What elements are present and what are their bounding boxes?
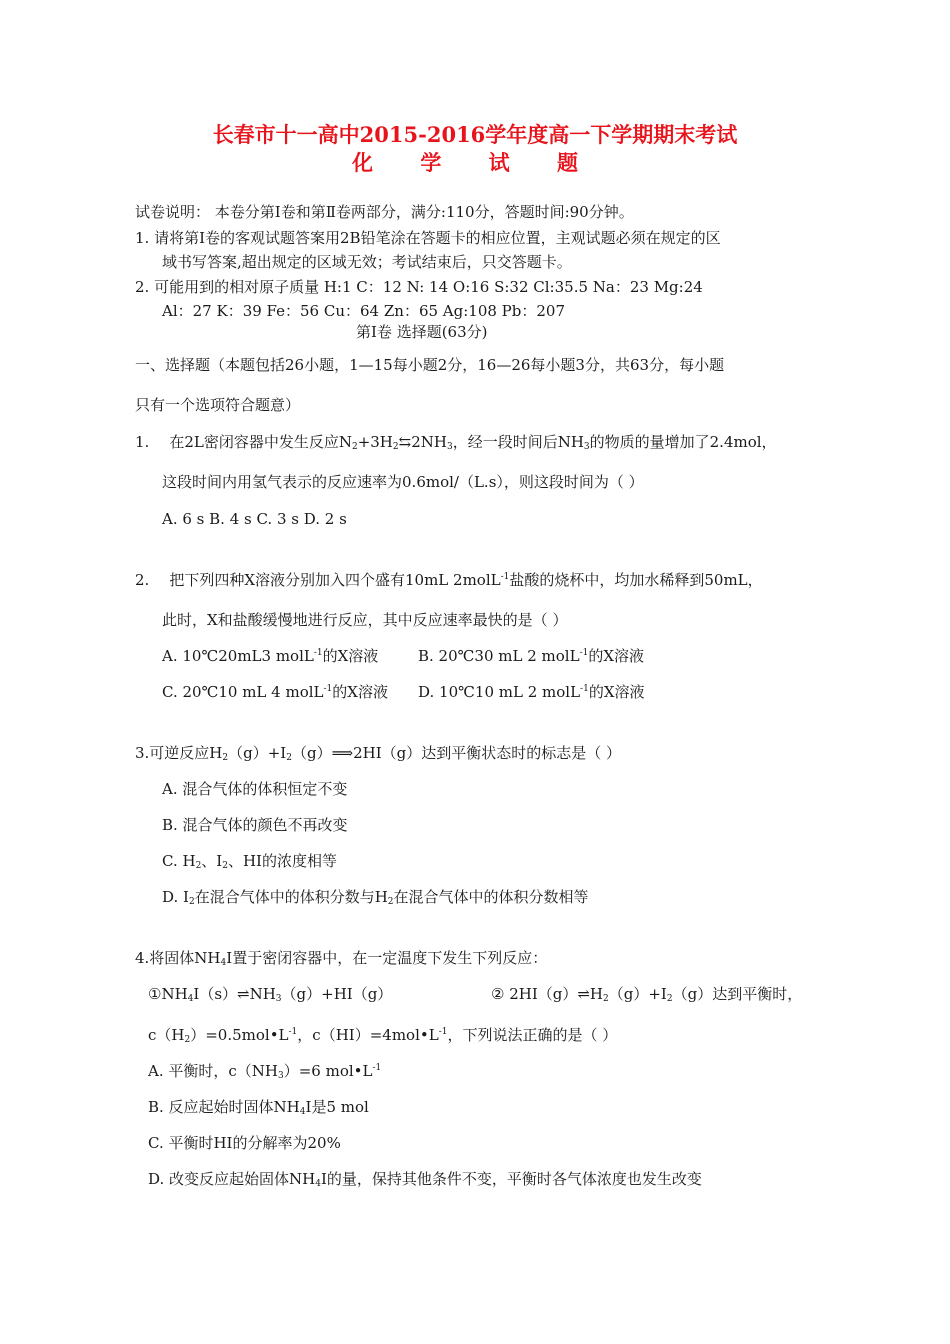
q1-text-a: 在2L密闭容器中发生反应N <box>169 433 352 451</box>
question-3-option-c <box>162 851 337 871</box>
q4-text-a: 4.将固体NH <box>135 949 221 967</box>
q2-opt-d-sup: -1 <box>580 684 589 694</box>
q2-opt-a-end: 的X溶液 <box>322 647 379 665</box>
q2-opt-d-text: D. 10℃10 mL 2 molL <box>418 683 581 701</box>
q3-opt-d-sub-1: 2 <box>188 897 195 907</box>
question-3-option-a: A. 混合气体的体积恒定不变 <box>162 780 348 798</box>
q1-text-b: +3H <box>357 433 393 451</box>
question-1-stem-line-1 <box>135 432 777 452</box>
q4-l3-c: ，c（HI）=4mol•L <box>297 1026 439 1044</box>
question-1-stem-line-2: 这段时间内用氢气表示的反应速率为0.6mol/（L.s），则这段时间为（ ） <box>162 473 644 491</box>
question-4-option-d <box>148 1169 702 1189</box>
exam-subtitle: 化 学 试 题 <box>352 150 598 175</box>
q4-opt-a-sup: -1 <box>372 1063 382 1073</box>
q3-opt-d-c: 在混合气体中的体积分数相等 <box>393 888 589 906</box>
question-4-stem-line-3 <box>148 1025 617 1045</box>
q2-opt-b-sup: -1 <box>579 648 589 658</box>
q4-l3-b: ）=0.5mol•L <box>190 1026 289 1044</box>
q4-opt-b-a: B. 反应起始时固体NH <box>148 1098 300 1116</box>
q4-opt-a-b: ）=6 mol•L <box>283 1062 373 1080</box>
q2-sup: -1 <box>500 572 510 582</box>
q3-opt-c-sub-1: 2 <box>195 861 202 871</box>
question-3-option-d <box>162 887 589 907</box>
q1-text-e: 的物质的量增加了2.4mol， <box>589 433 777 451</box>
question-2-stem-line-2: 此时，X和盐酸缓慢地进行反应，其中反应速率最快的是（ ） <box>162 611 568 629</box>
q4-opt-b-sub: 4 <box>299 1107 306 1117</box>
q3-opt-d-sub-2: 2 <box>387 897 394 907</box>
q3-sub-2: 2 <box>286 753 292 763</box>
q2-opt-c-sup: -1 <box>323 684 333 694</box>
q4-r1-sub-1: 4 <box>187 994 194 1004</box>
question-4-option-b <box>148 1097 369 1117</box>
instruction-2-line-1: 2. 可能用到的相对原子质量 H:1 C：12 N: 14 O:16 S:32 Cl:35.5 Na：23 Mg:24 <box>135 278 703 296</box>
exam-title: 长春市十一高中2015-2016学年度高一下学期期末考试 <box>212 122 738 147</box>
question-4-reaction-1 <box>148 984 392 1004</box>
q1-sub-4: 3 <box>583 442 590 452</box>
q1-sub-2: 2 <box>392 442 399 452</box>
section-1-description-line-1: 一、选择题（本题包括26小题，1—15每小题2分，16—26每小题3分，共63分，每小题 <box>135 356 725 374</box>
q4-l3-sup-2: -1 <box>438 1027 448 1037</box>
question-1-number: 1. <box>135 433 150 451</box>
question-2-option-b <box>418 646 644 666</box>
q4-opt-a-sub: 3 <box>277 1071 284 1081</box>
q4-opt-b-b: I是5 mol <box>305 1098 369 1116</box>
q2-opt-a-sup: -1 <box>313 648 323 658</box>
q2-opt-c-end: 的X溶液 <box>332 683 388 701</box>
q3-opt-c-c: 、HI的浓度相等 <box>227 852 337 870</box>
instruction-1-line-1: 1. 请将第Ⅰ卷的客观试题答案用2B铅笔涂在答题卡的相应位置，主观试题必须在规定的区 <box>135 229 721 247</box>
instruction-2-line-2: Al：27 K：39 Fe：56 Cu：64 Zn：65 Ag:108 Pb：207 <box>162 302 566 320</box>
q1-text-d: ，经一段时间后NH <box>452 433 584 451</box>
q4-l3-d: ，下列说法正确的是（ ） <box>447 1026 618 1044</box>
question-2-option-c <box>162 682 388 702</box>
q3-text-a: 3.可逆反应H <box>135 744 223 762</box>
q2-opt-d-end: 的X溶液 <box>588 683 645 701</box>
q1-text-c: ⇆2NH <box>398 433 447 451</box>
q3-opt-c-sub-2: 2 <box>222 861 228 871</box>
q2-opt-b-end: 的X溶液 <box>588 647 645 665</box>
question-2-option-a <box>162 646 378 666</box>
q4-l3-sup-1: -1 <box>288 1027 298 1037</box>
q4-opt-a-a: A. 平衡时，c（NH <box>148 1062 278 1080</box>
q3-sub-1: 2 <box>222 753 229 763</box>
q3-text-c: （g）⟹2HI（g）达到平衡状态时的标志是（ ） <box>291 744 622 762</box>
q4-r1-b: I（s）⇌NH <box>193 985 276 1003</box>
question-4-option-a <box>148 1061 381 1081</box>
question-2-option-d <box>418 682 645 702</box>
q4-r2-a: ② 2HI（g）⇌H <box>491 985 604 1003</box>
q4-r1-c: （g）+HI（g） <box>281 985 393 1003</box>
question-2-number: 2. <box>135 571 150 589</box>
question-4-stem-line-1 <box>135 948 547 968</box>
q3-opt-c-b: 、I <box>201 852 223 870</box>
q4-opt-d-a: D. 改变反应起始固体NH <box>148 1170 316 1188</box>
q4-r2-sub-1: 2 <box>603 994 609 1004</box>
question-3-option-b: B. 混合气体的颜色不再改变 <box>162 816 348 834</box>
q4-r2-b: （g）+I <box>608 985 667 1003</box>
q3-opt-c-a: C. H <box>162 852 196 870</box>
q4-sub-1: 4 <box>220 958 227 968</box>
q2-opt-a-text: A. 10℃20mL3 molL <box>162 647 314 665</box>
q4-opt-d-b: I的量，保持其他条件不变，平衡时各气体浓度也发生改变 <box>320 1170 702 1188</box>
q4-r2-c: （g）达到平衡时， <box>672 985 803 1003</box>
q4-r1-a: ①NH <box>148 985 188 1003</box>
part-1-heading: 第Ⅰ卷 选择题(63分) <box>356 323 488 341</box>
section-1-description-line-2: 只有一个选项符合题意） <box>135 396 301 414</box>
q2-text-b: 盐酸的烧杯中，均加水稀释到50mL， <box>509 571 763 589</box>
question-3-stem <box>135 743 621 763</box>
instruction-1-line-2: 域书写答案,超出规定的区域无效；考试结束后，只交答题卡。 <box>162 253 572 271</box>
q4-r2-sub-2: 2 <box>666 994 673 1004</box>
q1-sub-3: 3 <box>446 442 453 452</box>
question-4-reaction-2 <box>491 984 802 1004</box>
q2-opt-c-text: C. 20℃10 mL 4 molL <box>162 683 324 701</box>
q4-r1-sub-2: 3 <box>275 994 282 1004</box>
question-2-stem-line-1 <box>135 570 763 590</box>
q4-opt-d-sub: 4 <box>315 1179 321 1189</box>
q3-opt-d-b: 在混合气体中的体积分数与H <box>194 888 388 906</box>
q3-opt-d-a: D. I <box>162 888 189 906</box>
q4-l3-a: c（H <box>148 1026 185 1044</box>
q4-l3-sub-1: 2 <box>184 1035 191 1045</box>
q1-sub-1: 2 <box>351 442 358 452</box>
q2-opt-b-text: B. 20℃30 mL 2 molL <box>418 647 580 665</box>
instructions-intro: 试卷说明： 本卷分第Ⅰ卷和第Ⅱ卷两部分，满分:110分，答题时间:90分钟。 <box>135 203 634 221</box>
q2-text-a: 把下列四种X溶液分别加入四个盛有10mL 2molL <box>169 571 501 589</box>
question-1-options: A. 6 s B. 4 s C. 3 s D. 2 s <box>162 510 347 528</box>
question-4-option-c: C. 平衡时HI的分解率为20% <box>148 1134 341 1152</box>
q3-text-b: （g）+I <box>228 744 287 762</box>
q4-text-b: I置于密闭容器中，在一定温度下发生下列反应： <box>226 949 548 967</box>
